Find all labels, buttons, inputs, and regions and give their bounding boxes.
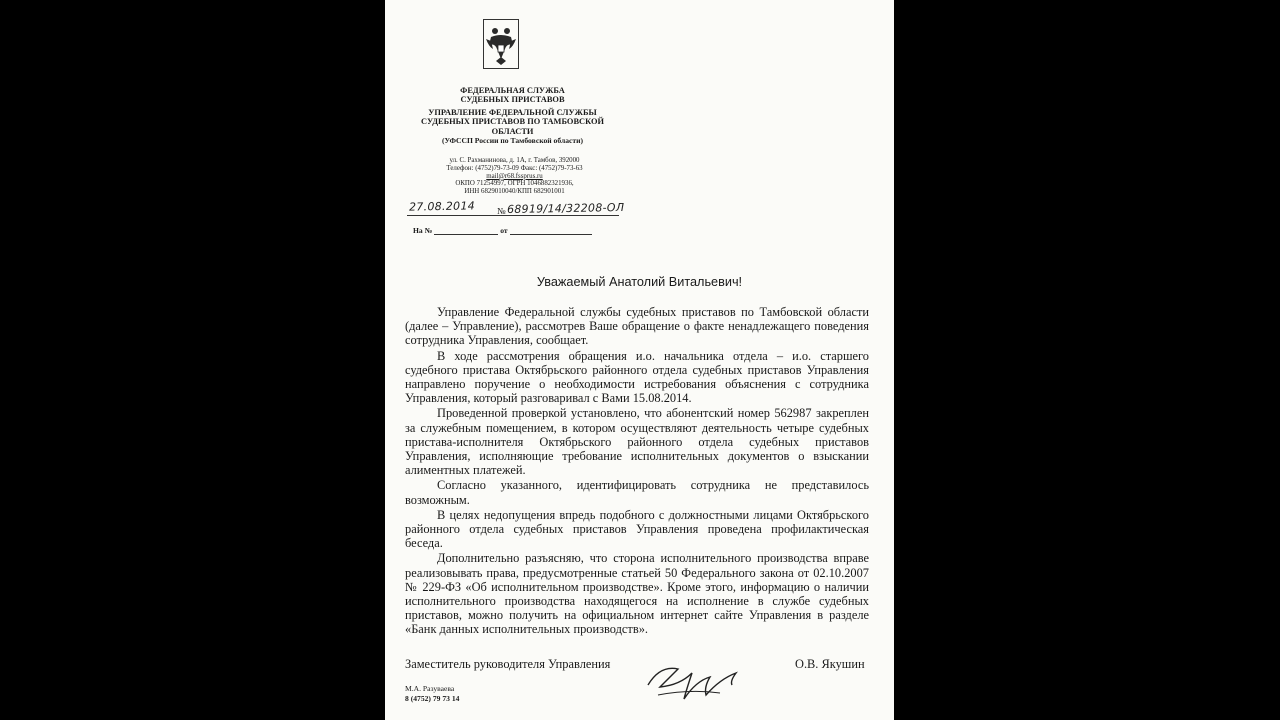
paragraph: Согласно указанного, идентифицировать сотрудника не представилось возможным. [405, 478, 869, 507]
executor-name: М.А. Разуваева [405, 684, 455, 693]
email-link[interactable]: mail@r68.fssprus.ru [486, 172, 543, 180]
department-name: УПРАВЛЕНИЕ ФЕДЕРАЛЬНОЙ СЛУЖБЫ СУДЕБНЫХ ПРИСТАВОВ ПО ТАМБОВСКОЙ ОБЛАСТИ [421, 108, 604, 136]
paragraph: В целях недопущения впредь подобного с должностными лицами Октябрьского районного отдела судебных приставов Управления проведена профилактическая беседа. [405, 507, 869, 551]
signatory-name: О.В. Якушин [795, 657, 865, 671]
outgoing-number: 68919/14/32208-ОЛ [506, 200, 625, 217]
department-short-name: (УФССП России по Тамбовской области) [441, 136, 584, 145]
outgoing-number-sign: № [497, 206, 506, 216]
inn: ИНН 6829010040/КПП 682901001 [464, 188, 565, 196]
outgoing-date: 27.08.2014 [408, 199, 476, 214]
coat-of-arms-emblem [483, 19, 519, 69]
date-number-underline [407, 215, 619, 216]
reference-line: На № от [413, 226, 594, 235]
handwritten-signature [640, 655, 750, 705]
signatory-role: Заместитель руководителя Управления [405, 657, 611, 671]
paragraph: Проведенной проверкой установлено, что абонентский номер 562987 закреплен за служебным помещением, в котором осуществляют деятельность четыре судебных пристава-исполнителя Октябрьского районного отдела судебных приставов Управления, исполняющие требование исполнительных документов о взыскании алиментных платежей. [405, 406, 869, 478]
executor-block [405, 684, 459, 704]
okpo: ОКПО 71254997, ОГРН 1046882321936, [455, 180, 574, 188]
address: ул. С. Рахманинова, д. 1А, г. Тамбов, 392000 [449, 157, 580, 164]
contact-block [407, 157, 622, 196]
greeting: Уважаемый Анатолий Витальевич! [536, 275, 743, 289]
paragraph: Управление Федеральной службы судебных приставов по Тамбовской области (далее – Управление), рассмотрев Ваше обращение о факте ненадлежащего поведения сотрудника Управления, сообщает. [405, 305, 869, 348]
letter-body [405, 305, 869, 637]
executor-phone: 8 (4752) 79 73 14 [405, 694, 460, 703]
phones: Телефон: (4752)79-73-09 Факс: (4752)79-73-63 [446, 164, 583, 172]
paragraph: В ходе рассмотрения обращения и.о. начальника отдела – и.о. старшего судебного пристава Октябрьского районного отдела судебных приставов Управления направлено поручение о необходимости истребования объяснения с сотрудника Управления, который разговаривал с Вами 15.08.2014. [405, 348, 869, 406]
letter-page [385, 0, 894, 720]
paragraph: Дополнительно разъясняю, что сторона исполнительного производства вправе реализовывать права, предусмотренные статьей 50 Федерального закона от 02.10.2007 № 229-ФЗ «Об исполнительном производстве». Кроме этого, информацию о наличии исполнительного производства находящегося на исполнение в службе судебных приставов, можно получить на официальном интернет сайте Управления в разделе «Банк данных исполнительных производств». [405, 551, 869, 637]
service-name: ФЕДЕРАЛЬНАЯ СЛУЖБА СУДЕБНЫХ ПРИСТАВОВ [460, 86, 565, 105]
